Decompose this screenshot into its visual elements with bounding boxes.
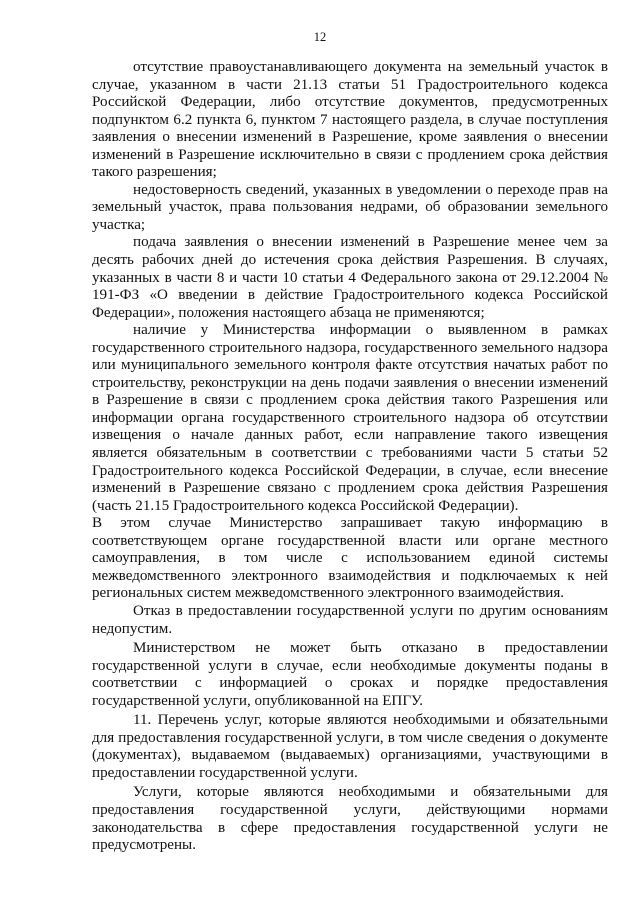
paragraph-no-started-works: наличие у Министерства информации о выявленном в рамках государственного строительного надзора, государственного земельного надзора или муниципального земельного контроля факте отсутствия начатых работ по строительству, реконструкции на день подачи заявления о внесении изменений в Разрешение в связи с продлением срока действия такого Разрешения или информации органа государственного строительного надзора об отсутствии извещения о начале данных работ, если направление такого извещения является обязательным в соответствии с требованиями части 5 статьи 52 Градостроительного кодекса Российской Федерации, в случае, если внесение изменений в Разрешение связано с продлением срока действия Разрешения (часть 21.15 Градостроительного кодекса Российской Федерации).: [92, 322, 608, 514]
document-body: [92, 59, 608, 855]
paragraph-section-11-heading: 11. Перечень услуг, которые являются необходимыми и обязательными для предоставления государственной услуги, в том числе сведения о документе (документах), выдаваемом (выдаваемых) организациями, участвующими в предоставлении государственной услуги.: [92, 712, 608, 781]
paragraph-no-refusal: Министерством не может быть отказано в предоставлении государственной услуги в случае, если необходимые документы поданы в соответствии с информацией о сроках и порядке предоставления государственной услуги, опубликованной на ЕПГУ.: [92, 640, 608, 709]
paragraph-late-application: подача заявления о внесении изменений в Разрешение менее чем за десять рабочих дней до истечения срока действия Разрешения. В случаях, указанных в части 8 и части 10 статьи 4 Федерального закона от 29.12.2004 № 191-ФЗ «О введении в действие Градостроительного кодекса Российской Федерации», положения настоящего абзаца не применяются;: [92, 234, 608, 321]
paragraph-missing-title-document: отсутствие правоустанавливающего документа на земельный участок в случае, указанном в части 21.13 статьи 51 Градостроительного кодекса Российской Федерации, либо отсутствие документов, предусмотренных подпунктом 6.2 пункта 6, пунктом 7 настоящего раздела, в случае поступления заявления о внесении изменений в Разрешение, кроме заявления о внесении изменений в Разрешение исключительно в связи с продлением срока действия такого разрешения;: [92, 59, 608, 181]
paragraph-other-grounds: Отказ в предоставлении государственной услуги по другим основаниям недопустим.: [92, 602, 608, 637]
paragraph-ministry-request: В этом случае Министерство запрашивает такую информацию в соответствующем органе государственной власти или органе местного самоуправления, в том числе с использованием единой системы межведомственного электронного взаимодействия и подключаемых к ней региональных систем межведомственного электронного взаимодействия.: [92, 515, 608, 602]
page-number: 12: [313, 30, 327, 44]
paragraph-services-not-provided: Услуги, которые являются необходимыми и обязательными для предоставления государственной услуги, действующими нормами законодательства в сфере предоставления государственной услуги не предусмотрены.: [92, 784, 608, 854]
paragraph-unreliable-information: недостоверность сведений, указанных в уведомлении о переходе прав на земельный участок, права пользования недрами, об образовании земельного участка;: [92, 181, 608, 233]
